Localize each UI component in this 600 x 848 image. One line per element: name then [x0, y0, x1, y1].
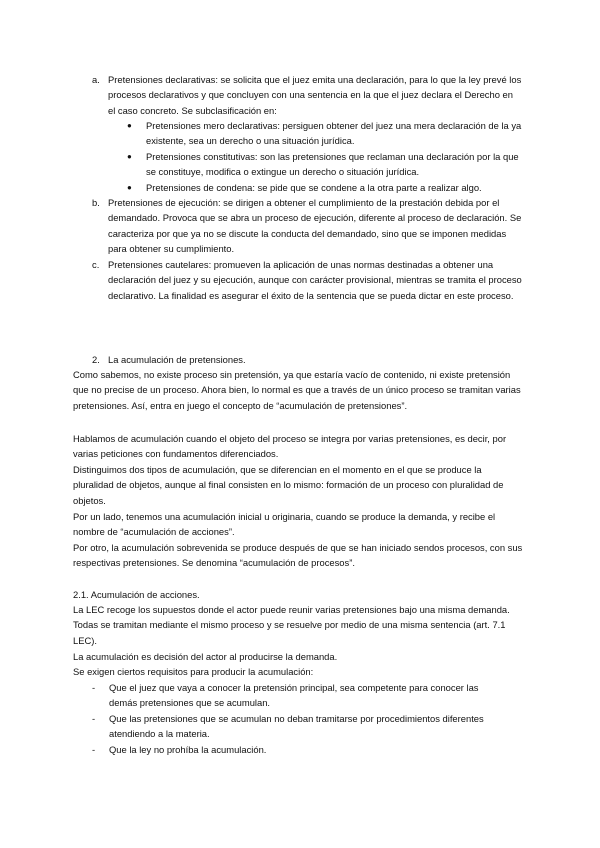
list-marker: a. — [92, 74, 100, 85]
list-marker: c. — [92, 259, 100, 270]
list-item-a — [92, 72, 522, 118]
list-marker: b. — [92, 197, 100, 208]
sub-bullet-text: Pretensiones mero declarativas: persiguen obtener del juez una mera declaración de la ya existente, sea un derecho o una situación jurídica. — [146, 120, 522, 147]
sub-bullet-text: Pretensiones de condena: se pide que se condene a la otra parte a realizar algo. — [146, 182, 482, 193]
requirement-text: Que la ley no prohíba la acumulación. — [109, 744, 267, 755]
section-number: 2. — [92, 354, 100, 365]
sub-bullet-item — [127, 118, 527, 149]
bullet-icon: ● — [127, 121, 132, 130]
sub-bullet-text: Pretensiones constitutivas: son las pretensiones que reclaman una declaración por la que se constituye, modifica o extingue un derecho o situación jurídica. — [146, 151, 519, 178]
bullet-icon: ● — [127, 183, 132, 192]
section-title: La acumulación de pretensiones. — [108, 354, 246, 365]
paragraph: La acumulación es decisión del actor al producirse la demanda. — [73, 651, 338, 662]
paragraph: Hablamos de acumulación cuando el objeto del proceso se integra por varias pretensiones, es decir, por varias peticiones con fundamentos diferenciados. — [73, 433, 507, 460]
dash-marker: - — [92, 744, 96, 755]
list-item-b — [92, 195, 522, 257]
sub-bullet-item — [127, 180, 527, 195]
paragraph: La LEC recoge los supuestos donde el actor puede reunir varias pretensiones bajo una misma demanda. Todas se tramitan mediante el mismo proceso y se resuelve por medio de una misma sentencia (art. 7.1 LEC). — [73, 604, 510, 646]
bullet-icon: ● — [127, 152, 132, 161]
paragraph: Como sabemos, no existe proceso sin pretensión, ya que estaría vacío de contenido, ni existe pretensión que no precise de un proceso. Ahora bien, lo normal es que a través de un único proceso se tramitan varias pretensiones. Así, entra en juego el concepto de “acumulación de pretensiones”. — [73, 369, 521, 411]
requirement-item — [92, 680, 522, 711]
list-item-text: Pretensiones de ejecución: se dirigen a obtener el cumplimiento de la prestación debida por el demandado. Provoca que se abra un proceso de ejecución, diferente al proceso de declaración. Se caracteriza por que ya no se discute la conducta del demandado, sino que se imponen medidas para obtener su cumplimiento. — [108, 197, 522, 255]
list-item-text: Pretensiones cautelares: promueven la aplicación de unas normas destinadas a obtener una declaración del juez y su ejecución, aunque con carácter provisional, mientras se tramita el proceso declarativo. La finalidad es asegurar el éxito de la sentencia que se pueda dictar en este proceso. — [108, 259, 522, 301]
list-item-text: Pretensiones declarativas: se solicita que el juez emita una declaración, para lo que la ley prevé los procesos declarativos y que concluyen con una sentencia en la que el juez declara el Derecho en el caso concreto. Se subclasificación en: — [108, 74, 522, 116]
paragraph: Distinguimos dos tipos de acumulación, que se diferencian en el momento en el que se produce la pluralidad de objetos, aunque al final consisten en lo mismo: formación de un proceso con pluralidad de objetos. — [73, 464, 504, 506]
dash-marker: - — [92, 682, 96, 693]
paragraph: Por un lado, tenemos una acumulación inicial u originaria, cuando se produce la demanda, y recibe el nombre de “acumulación de acciones”. — [73, 511, 496, 538]
section-heading — [92, 352, 522, 367]
requirement-item — [92, 711, 522, 742]
requirement-text: Que las pretensiones que se acumulan no deban tramitarse por procedimientos diferentes atendiendo a la materia. — [109, 713, 484, 740]
list-item-c — [92, 257, 522, 303]
paragraph: Por otro, la acumulación sobrevenida se produce después de que se han iniciado sendos procesos, con sus respectivas pretensiones. Se denomina “acumulación de procesos”. — [73, 542, 523, 569]
requirement-text: Que el juez que vaya a conocer la pretensión principal, sea competente para conocer las demás pretensiones que se acumulan. — [109, 682, 479, 709]
paragraph: Se exigen ciertos requisitos para producir la acumulación: — [73, 666, 314, 677]
sub-bullet-item — [127, 149, 527, 180]
requirement-item — [92, 742, 522, 757]
subsection-title: 2.1. Acumulación de acciones. — [73, 589, 200, 600]
dash-marker: - — [92, 713, 96, 724]
